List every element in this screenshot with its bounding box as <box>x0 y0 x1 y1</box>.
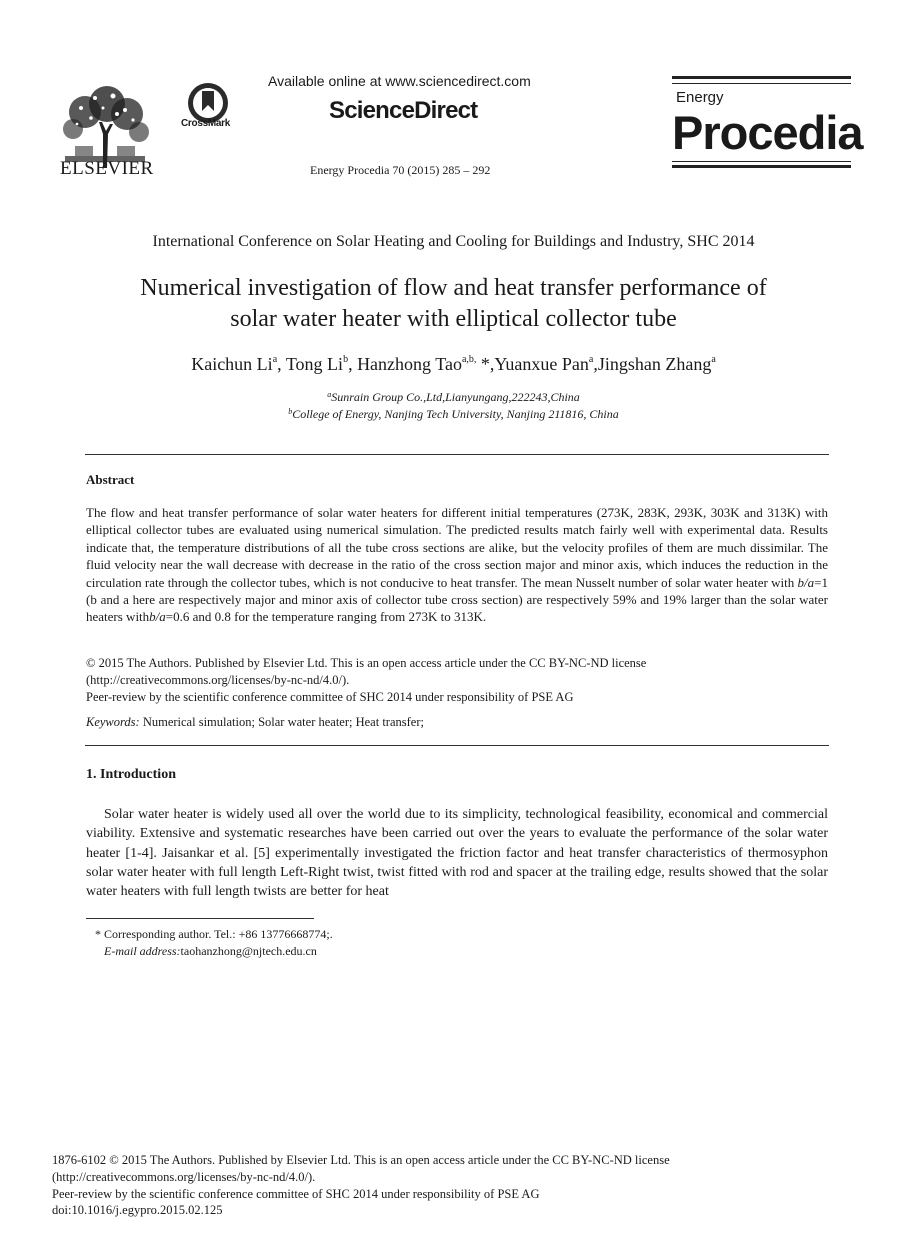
affiliation-text: College of Energy, Nanjing Tech University, Nanjing 211816, China <box>292 407 619 421</box>
footnote-rule <box>86 918 314 919</box>
affiliation <box>0 407 907 422</box>
license-link[interactable]: (http://creativecommons.org/licenses/by-nc-nd/4.0/). <box>86 673 350 687</box>
author-affiliation-mark: a <box>711 354 716 365</box>
keywords-list: Numerical simulation; Solar water heater; Heat transfer; <box>139 715 424 729</box>
abstract-heading: Abstract <box>86 472 135 487</box>
introduction-body: Solar water heater is widely used all over the world due to its simplicity, technological feasibility, economical and commercial viability. Extensive and systematic researches have been carried out over the years to evaluate the performance of the solar water heater [1-4]. Jaisankar et al. [5] experimentally investigated the friction factor and heat transfer characteristics of thermosyphon solar water heater with full length Left-Right twist, twist fitted with rod and spacer at the trailing edge, results showed that the solar water heaters with full length twists are better for heat <box>86 807 828 900</box>
journal-logo-rule <box>672 83 851 84</box>
affiliation <box>0 390 907 405</box>
section-divider <box>85 745 829 746</box>
email-address[interactable]: taohanzhong@njtech.edu.cn <box>180 944 317 958</box>
author-affiliation-mark: a <box>272 354 278 365</box>
sciencedirect-logo: ScienceDirect <box>329 97 478 124</box>
footer-license-link[interactable]: (http://creativecommons.org/licenses/by-nc-nd/4.0/). <box>52 1170 316 1184</box>
author-name: *,Yuanxue Pan <box>476 354 589 374</box>
section-heading-introduction: 1. Introduction <box>86 767 176 782</box>
author-affiliation-mark: a,b, <box>461 354 477 365</box>
author-name: ,Jingshan Zhang <box>593 354 712 374</box>
journal-logo-rule <box>672 76 851 79</box>
abstract-ratio: b/a <box>797 574 815 590</box>
crossmark-label: CrossMark <box>181 118 230 129</box>
author-affiliation-mark: a <box>588 354 594 365</box>
journal-logo-rule <box>672 161 851 162</box>
journal-logo-rule <box>672 165 851 168</box>
footer-doi[interactable]: doi:10.1016/j.egypro.2015.02.125 <box>52 1203 223 1217</box>
author-name: , Tong Li <box>277 354 344 374</box>
journal-reference: Energy Procedia 70 (2015) 285 – 292 <box>310 163 491 177</box>
footer-copyright: 1876-6102 © 2015 The Authors. Published by Elsevier Ltd. This is an open access article under the CC BY-NC-ND license <box>52 1153 670 1167</box>
abstract-ratio: b/a <box>149 609 166 625</box>
abstract-body <box>86 504 828 626</box>
conference-name: International Conference on Solar Heating and Cooling for Buildings and Industry, SHC 2014 <box>152 233 755 250</box>
abstract-text: The flow and heat transfer performance of solar water heaters for different initial temperatures (273K, 283K, 293K, 303K and 313K) with elliptical collector tubes are evaluated using numerical simulation. The predicted results match fairly well with experimental data. Results indicate that, the temperature distributions of all the tube cross sections are alike, but the velocity profiles of them are much dissimilar. The fluid velocity near the wall decrease with decrease in the ratio of the cross section major and minor axis, which induces the reduction in the circulation rate through the collector tubes, which is not conducive to heat transfer. The mean Nusselt number of solar water heater with <box>86 505 828 590</box>
publisher-name: ELSEVIER <box>60 158 154 179</box>
abstract-text: =1 (b and a here are respectively major and minor axis of collector tube cross section) are respectively 59% and 19% larger than the solar water heaters with <box>86 574 828 625</box>
peer-review-statement: Peer-review by the scientific conference committee of SHC 2014 under responsibility of PSE AG <box>86 690 574 704</box>
copyright-notice: © 2015 The Authors. Published by Elsevier Ltd. This is an open access article under the CC BY-NC-ND license <box>86 656 647 670</box>
corresponding-author-note: * Corresponding author. Tel.: +86 13776668774;. <box>95 927 333 941</box>
journal-logo-energy: Energy <box>676 89 724 106</box>
affiliation-mark: a <box>327 390 332 399</box>
paper-title <box>0 273 907 335</box>
paper-title-line: solar water heater with elliptical collector tube <box>230 306 677 332</box>
email-note <box>104 944 317 959</box>
journal-logo-procedia: Procedia <box>672 106 863 159</box>
author-name: , Hanzhong Tao <box>348 354 462 374</box>
author-affiliation-mark: b <box>343 354 349 365</box>
paper-title-line: Numerical investigation of flow and heat transfer performance of <box>140 275 767 301</box>
keywords-line <box>86 714 828 731</box>
available-online-text[interactable]: Available online at www.sciencedirect.com <box>268 73 531 89</box>
section-divider <box>85 454 829 455</box>
author-name: Kaichun Li <box>191 354 273 374</box>
affiliation-text: Sunrain Group Co.,Ltd,Lianyungang,222243,China <box>331 390 580 404</box>
email-label: E-mail address: <box>104 944 181 958</box>
abstract-text: =0.6 and 0.8 for the temperature ranging from 273K to 313K. <box>165 609 487 625</box>
footer-peer-review: Peer-review by the scientific conference committee of SHC 2014 under responsibility of PSE AG <box>52 1187 540 1201</box>
affiliation-mark: b <box>288 407 293 416</box>
keywords-label: Keywords: <box>86 715 140 729</box>
author-list <box>0 354 907 375</box>
